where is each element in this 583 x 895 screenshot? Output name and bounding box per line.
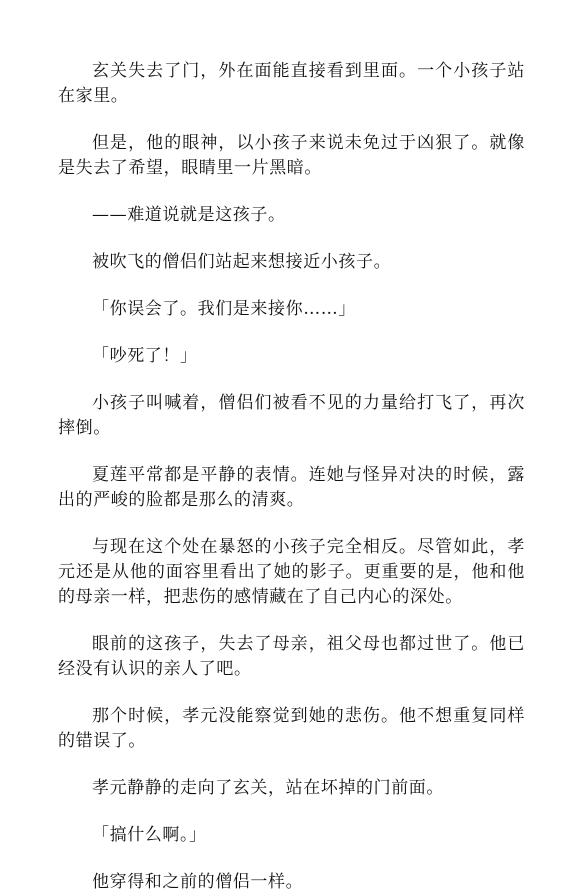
paragraph: ——难道说就是这孩子。 [92, 205, 286, 225]
paragraph: 小孩子叫喊着，僧侣们被看不见的力量给打飞了，再次摔倒。 [58, 393, 525, 438]
paragraph: 眼前的这孩子，失去了母亲，祖父母也都过世了。他已经没有认识的亲人了吧。 [58, 634, 525, 679]
paragraph: 他穿得和之前的僧侣一样。 [92, 872, 304, 892]
paragraph: 被吹飞的僧侣们站起来想接近小孩子。 [92, 252, 392, 272]
paragraph: 但是，他的眼神，以小孩子来说未免过于凶狠了。就像是失去了希望，眼睛里一片黑暗。 [58, 133, 525, 178]
paragraph: 玄关失去了门，外在面能直接看到里面。一个小孩子站在家里。 [58, 61, 525, 106]
paragraph: 「搞什么啊。」 [92, 825, 207, 845]
paragraph: 夏莲平常都是平静的表情。连她与怪异对决的时候，露出的严峻的脸都是那么的清爽。 [58, 465, 525, 510]
paragraph: 与现在这个处在暴怒的小孩子完全相反。尽管如此，孝元还是从他的面容里看出了她的影子。更重要的是，他和他的母亲一样，把悲伤的感情藏在了自己内心的深处。 [58, 537, 525, 607]
paragraph: 孝元静静的走向了玄关，站在坏掉的门前面。 [92, 778, 444, 798]
paragraph: 「吵死了！」 [92, 346, 198, 366]
paragraph: 「你误会了。我们是来接你……」 [92, 299, 356, 319]
paragraph: 那个时候，孝元没能察觉到她的悲伤。他不想重复同样的错误了。 [58, 706, 525, 751]
